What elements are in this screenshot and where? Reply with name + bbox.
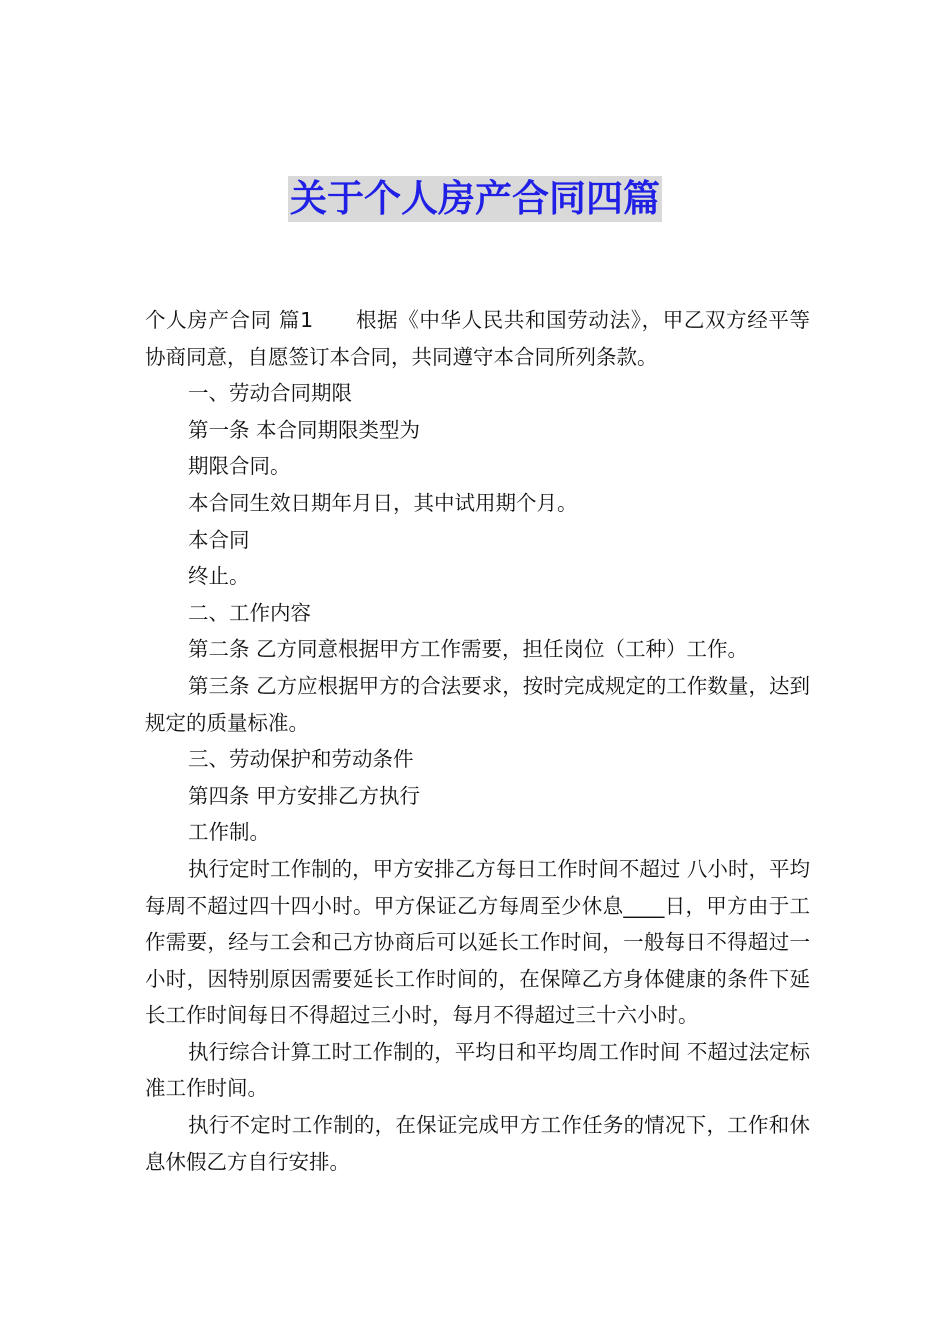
paragraph-fixed-hours: 执行定时工作制的，甲方安排乙方每日工作时间不超过 八小时，平均每周不超过四十四小时。甲方保证乙方每周至少休息____日，甲方由于工作需要，经与工会和己方协商后可以延长工作时间，一般每日不得超过一小时，因特别原因需要延长工作时间的，在保障乙方身体健康的条件下延长工作时间每日不得超过三小时，每月不得超过三十六小时。 (145, 856, 810, 1028)
section-heading-work: 二、工作内容 (188, 600, 311, 625)
paragraph-work-system: 工作制。 (188, 820, 270, 845)
title-container (0, 176, 950, 222)
paragraph-article-4: 第四条 甲方安排乙方执行 (188, 783, 421, 808)
paragraph-termination: 终止。 (188, 564, 250, 589)
paragraph-comprehensive-hours: 执行综合计算工时工作制的，平均日和平均周工作时间 不超过法定标准工作时间。 (145, 1039, 810, 1101)
paragraph-effective-date: 本合同生效日期年月日，其中试用期个月。 (188, 490, 578, 515)
section-heading-term: 一、劳动合同期限 (188, 381, 352, 406)
paragraph-article-2: 第二条 乙方同意根据甲方工作需要，担任岗位（工种）工作。 (188, 637, 749, 662)
document-title: 关于个人房产合同四篇 (290, 177, 660, 220)
paragraph-term-type: 期限合同。 (188, 454, 291, 479)
paragraph-article-3: 第三条 乙方应根据甲方的合法要求，按时完成规定的工作数量，达到规定的质量标准。 (145, 673, 810, 735)
paragraph-article-1: 第一条 本合同期限类型为 (188, 417, 421, 442)
paragraph-flexible-hours: 执行不定时工作制的，在保证完成甲方工作任务的情况下，工作和休息休假乙方自行安排。 (145, 1113, 810, 1174)
section-heading-protection: 三、劳动保护和劳动条件 (188, 747, 414, 772)
paragraph-intro: 个人房产合同 篇1 根据《中华人民共和国劳动法》，甲乙双方经平等协商同意，自愿签订本合同，共同遵守本合同所列条款。 (145, 308, 810, 369)
paragraph-contract: 本合同 (188, 527, 250, 552)
document-body (145, 302, 810, 1180)
